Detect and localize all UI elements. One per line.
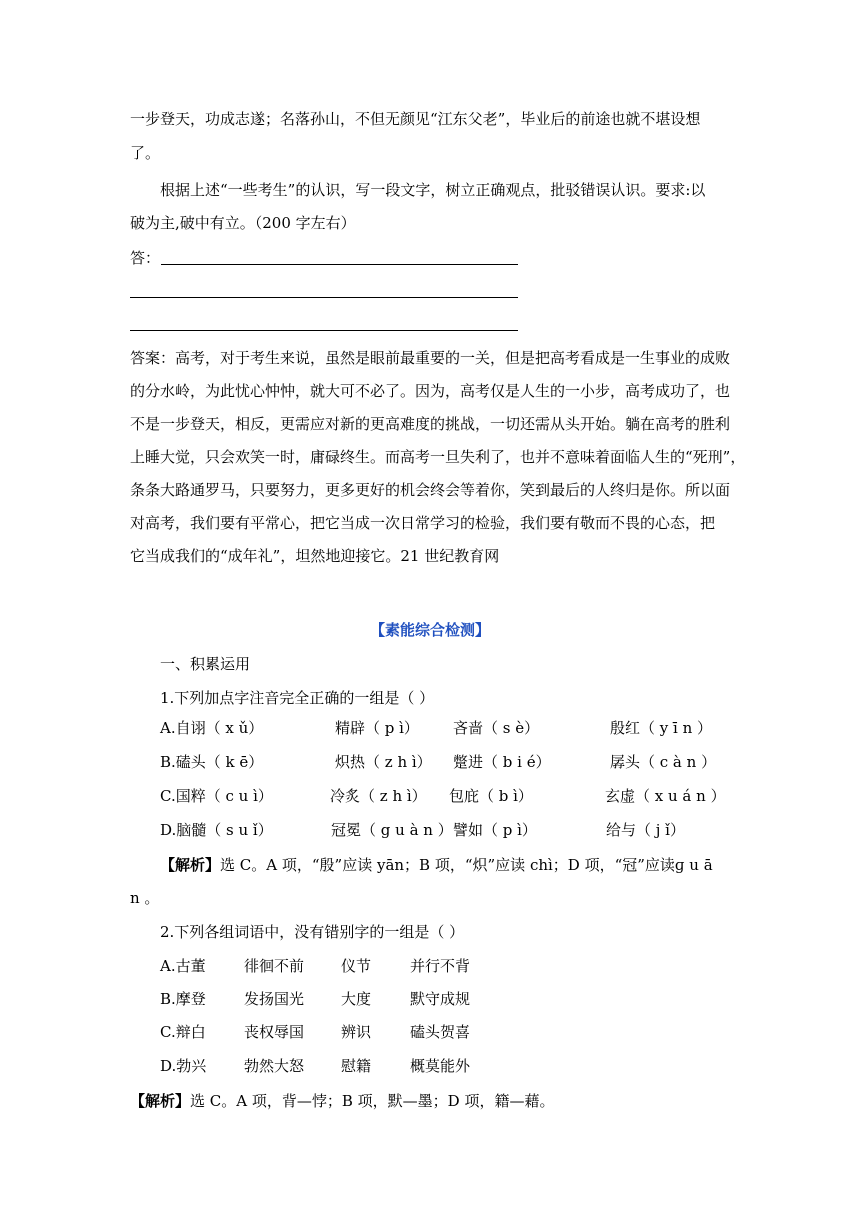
- answer-blank-line: [130, 297, 518, 298]
- q1-option-b-4: 孱头（ c à n ）: [610, 753, 717, 771]
- answer-line-7: 它当成我们的“成年礼”，坦然地迎接它。21 世纪教育网: [130, 547, 500, 565]
- answer-label: 答：: [130, 249, 161, 267]
- q1-option-d-4: 给与（ j ǐ）: [606, 821, 685, 839]
- q2-option-d-3: 慰籍: [341, 1057, 372, 1075]
- q1-option-c-2: 冷炙（ z h ì）: [330, 787, 427, 805]
- q1-option-c-4: 玄虚（ x u á n ）: [605, 787, 726, 805]
- q2-option-d-2: 勃然大怒: [244, 1057, 305, 1075]
- q1-option-a-4: 殷红（ y ī n ）: [610, 719, 713, 737]
- q1-option-c-3: 包庇（ b ì）: [449, 787, 533, 805]
- question-2-stem: 2.下列各组词语中，没有错别字的一组是（ ）: [160, 923, 465, 941]
- q2-option-a-3: 仪节: [341, 957, 372, 975]
- question-1-stem: 1.下列加点字注音完全正确的一组是（ ）: [160, 689, 435, 707]
- q1-option-a-2: 精辟（ p ì）: [335, 719, 419, 737]
- q2-option-c-3: 辨识: [341, 1023, 372, 1041]
- q1-analysis-continued: n 。: [130, 889, 160, 907]
- answer-blank-line: [161, 264, 518, 265]
- answer-line-4: 上睡大觉，只会欢笑一时，庸碌终生。而高考一旦失利了，也并不意味着面临人生的“死刑”，: [130, 448, 746, 466]
- q2-option-a-4: 并行不背: [410, 957, 471, 975]
- q1-option-c: C.国粹（ c u ì）: [160, 787, 273, 805]
- section-title: 【素能综合检测】: [369, 621, 490, 639]
- q1-option-b: B.磕头（ k ē）: [160, 753, 264, 771]
- answer-blank-line: [130, 330, 518, 331]
- q1-option-b-2: 炽热（ z h ì）: [335, 753, 432, 771]
- essay-line-2: 了。: [130, 144, 161, 162]
- q1-analysis: [160, 855, 713, 875]
- q1-option-d-3: 譬如（ p ì）: [453, 821, 537, 839]
- q1-option-d-2: 冠冕（ g u à n ）: [331, 821, 453, 839]
- q2-option-c-4: 磕头贺喜: [410, 1023, 471, 1041]
- q2-option-b-2: 发扬国光: [244, 990, 305, 1008]
- analysis-text: 选 C。A 项，背—悖；B 项，默—墨；D 项，籍—藉。: [190, 1092, 555, 1110]
- q2-option-b: B.摩登: [160, 990, 206, 1008]
- q2-option-c-2: 丧权辱国: [244, 1023, 305, 1041]
- answer-line-3: 不是一步登天，相反，更需应对新的更高难度的挑战，一切还需从头开始。躺在高考的胜利: [130, 415, 731, 433]
- q2-option-b-4: 默守成规: [410, 990, 471, 1008]
- essay-line-1: 一步登天，功成志遂；名落孙山，不但无颜见“江东父老”，毕业后的前途也就不堪设想: [130, 110, 701, 128]
- answer-line-5: 条条大路通罗马，只要努力，更多更好的机会终会等着你，笑到最后的人终归是你。所以面: [130, 481, 731, 499]
- analysis-label: 【解析】: [130, 1092, 191, 1110]
- q2-option-b-3: 大度: [341, 990, 372, 1008]
- essay-line-4: 破为主,破中有立。（200 字左右）: [130, 214, 356, 232]
- q2-analysis: [130, 1091, 554, 1111]
- section-subtitle: 一、积累运用: [160, 655, 251, 673]
- q2-option-d: D.勃兴: [160, 1057, 207, 1075]
- q1-option-a: A.自诩（ x ǔ）: [160, 719, 264, 737]
- q2-option-c: C.辩白: [160, 1023, 206, 1041]
- answer-line-2: 的分水岭，为此忧心忡忡，就大可不必了。因为，高考仅是人生的一小步，高考成功了，也: [130, 382, 731, 400]
- essay-line-3: 根据上述“一些考生”的认识，写一段文字，树立正确观点，批驳错误认识。要求:以: [160, 181, 706, 199]
- answer-line-1: 答案：高考，对于考生来说，虽然是眼前最重要的一关，但是把高考看成是一生事业的成败: [130, 349, 731, 367]
- q1-option-a-3: 吝啬（ s è）: [453, 719, 540, 737]
- q2-option-a: A.古董: [160, 957, 206, 975]
- analysis-text: 选 C。A 项，“殷”应读 yān；B 项，“炽”应读 chì；D 项，“冠”应读ɡ u ā: [220, 856, 713, 874]
- answer-line-6: 对高考，我们要有平常心，把它当成一次日常学习的检验，我们要有敬而不畏的心态，把: [130, 514, 716, 532]
- q1-option-d: D.脑髓（ s u ǐ）: [160, 821, 273, 839]
- q2-option-a-2: 徘徊不前: [244, 957, 305, 975]
- analysis-label: 【解析】: [160, 856, 221, 874]
- q1-option-b-3: 蹩进（ b i é）: [453, 753, 551, 771]
- q2-option-d-4: 概莫能外: [410, 1057, 471, 1075]
